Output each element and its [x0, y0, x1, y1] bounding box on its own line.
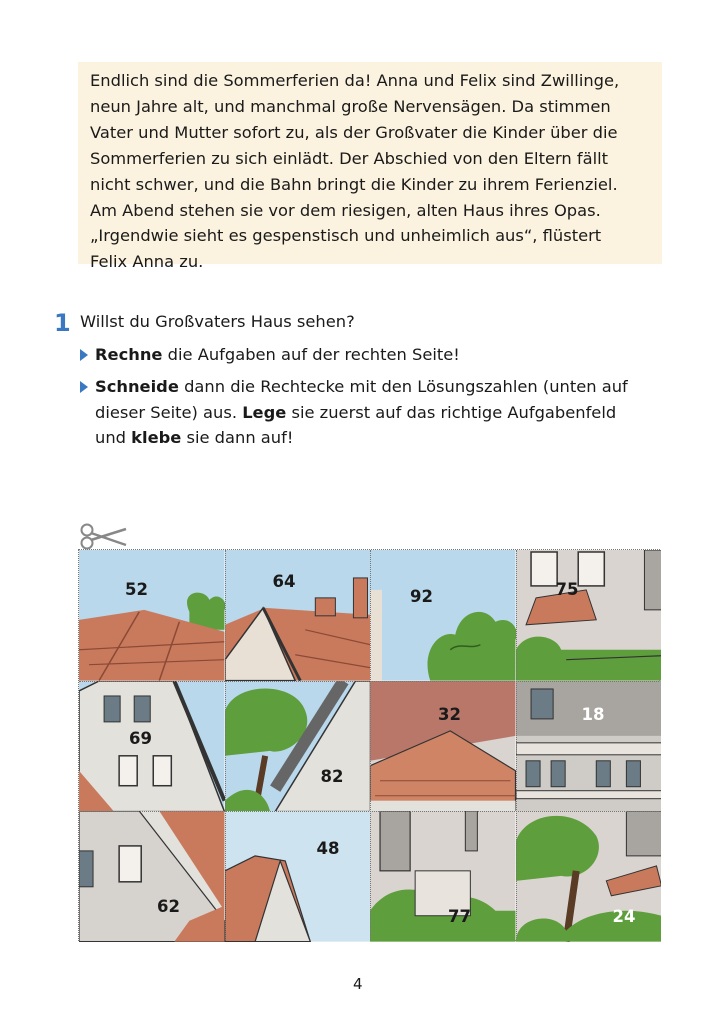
bullet-arrow-icon [80, 381, 88, 393]
instruction-1 [80, 342, 460, 368]
tile-number: 62 [157, 897, 180, 917]
tile-number: 92 [410, 587, 433, 606]
tile-number: 75 [555, 580, 579, 599]
story-line: Sommerferien zu sich einlädt. Der Abschied von den Eltern fällt [90, 148, 609, 168]
tile-number: 32 [438, 704, 461, 724]
cut-line [79, 811, 659, 812]
tile-number: 77 [448, 907, 471, 927]
instruction-2 [80, 374, 628, 451]
tile-number: 64 [272, 572, 296, 591]
puzzle-tile[interactable] [370, 811, 516, 942]
puzzle-tile[interactable] [516, 681, 662, 812]
cut-line [225, 550, 226, 940]
instruction-text: die Aufgaben auf der rechten Seite! [162, 345, 460, 364]
story-line: Am Abend stehen sie vor dem riesigen, alten Haus ihres Opas. [90, 200, 601, 220]
tile-number: 82 [320, 766, 344, 786]
story-line: nicht schwer, und die Bahn bringt die Kinder zu ihrem Ferienziel. [90, 174, 618, 194]
tile-number: 52 [125, 580, 148, 599]
cut-line [79, 681, 659, 682]
page-number: 4 [353, 975, 363, 993]
bullet-arrow-icon [80, 349, 88, 361]
puzzle-tile[interactable] [516, 550, 662, 681]
instruction-text: sie dann auf! [181, 428, 294, 447]
puzzle-tile[interactable] [225, 550, 371, 681]
tile-number: 48 [316, 839, 340, 859]
tile-number: 18 [581, 704, 605, 724]
puzzle-grid [78, 549, 660, 941]
cut-line [516, 550, 517, 940]
task-question: Willst du Großvaters Haus sehen? [80, 312, 355, 331]
puzzle-tile[interactable] [225, 811, 371, 942]
puzzle-tile[interactable] [370, 550, 516, 681]
puzzle-tile[interactable] [79, 811, 225, 942]
scissors-icon [78, 521, 130, 551]
story-line: Endlich sind die Sommerferien da! Anna und Felix sind Zwillinge, [90, 71, 620, 90]
story-line: Felix Anna zu. [90, 252, 204, 272]
story-box [78, 62, 662, 272]
puzzle-tile[interactable] [516, 811, 662, 942]
story-line: „Irgendwie sieht es gespenstisch und unheimlich aus“, flüstert [90, 226, 602, 246]
instruction-verb: klebe [131, 428, 182, 447]
instruction-text: und [95, 428, 132, 447]
puzzle-tile[interactable] [370, 681, 516, 812]
instruction-verb: Lege [242, 402, 287, 422]
story-line: Vater und Mutter sofort zu, als der Großvater die Kinder über die [90, 122, 618, 142]
instruction-verb: Rechne [95, 345, 163, 364]
tile-number: 69 [129, 728, 152, 748]
cut-line [370, 550, 371, 940]
instruction-text: dann die Rechtecke mit den Lösungszahlen (unten auf [178, 377, 628, 396]
story-line: neun Jahre alt, und manchmal große Nervensägen. Da stimmen [90, 96, 611, 116]
instruction-text: sie zuerst auf das richtige Aufgabenfeld [286, 402, 617, 422]
instruction-verb: Schneide [95, 377, 179, 396]
puzzle-tile[interactable] [79, 550, 225, 681]
puzzle-tile[interactable] [79, 681, 225, 812]
task-number: 1 [54, 309, 71, 337]
puzzle-tile[interactable] [225, 681, 371, 812]
tile-number: 24 [612, 907, 636, 927]
instruction-text: dieser Seite) aus. [95, 402, 243, 422]
